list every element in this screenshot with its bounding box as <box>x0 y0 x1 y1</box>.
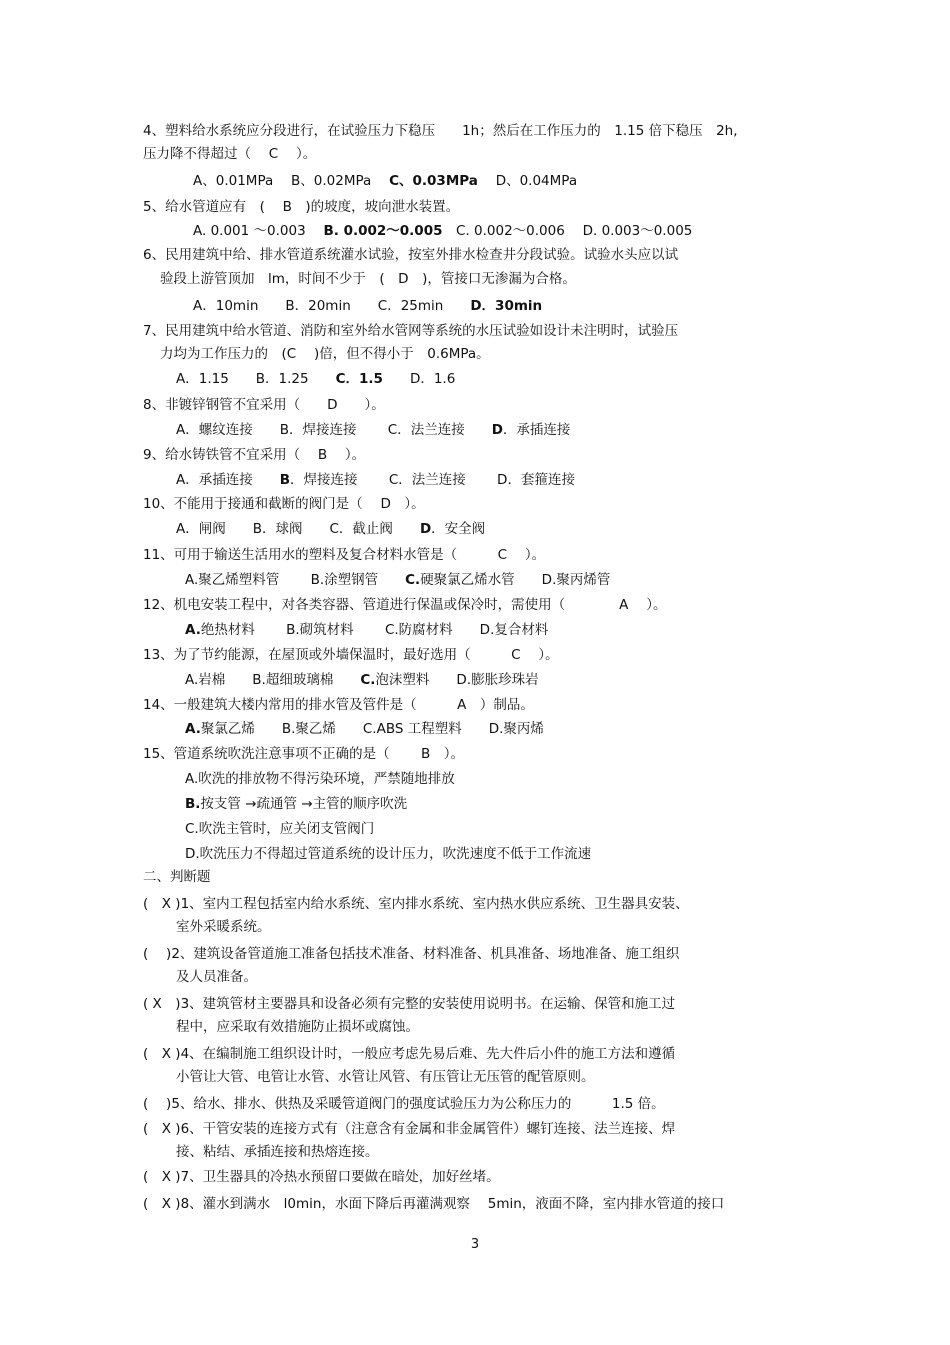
text-segment: 绝热材料 B.砌筑材料 C.防腐材料 D.复合材料 <box>200 622 549 638</box>
answer-highlight: C、0.03MPa <box>389 173 478 189</box>
text-segment: ( X )7、卫生器具的冷热水预留口要做在暗处，加好丝堵。 <box>143 1169 500 1185</box>
text-line <box>176 421 570 439</box>
answer-highlight: D <box>419 521 432 537</box>
text-segment: ( )5、给水、排水、供热及采暖管道阀门的强度试验压力为公称压力的 1.5 倍。 <box>143 1096 665 1112</box>
text-line <box>193 222 692 240</box>
text-segment: 力均为工作压力的 (C )倍，但不得小于 0.6MPa。 <box>160 346 490 362</box>
text-segment: 6、民用建筑中给、排水管道系统灌水试验，按室外排水检查井分段试验。试验水头应以试 <box>143 247 679 263</box>
text-line <box>176 1143 379 1161</box>
text-line <box>143 995 675 1013</box>
text-line <box>143 122 738 140</box>
text-segment: 9、给水铸铁管不宜采用（ B ）。 <box>143 447 366 463</box>
text-segment: 5、给水管道应有 ( B )的坡度，坡向泄水装置。 <box>143 199 460 215</box>
text-line <box>143 546 545 564</box>
text-segment: 7、民用建筑中给水管道、消防和室外给水管网等系统的水压试验如设计未注明时，试验压 <box>143 323 679 339</box>
text-segment: ．焊接连接 C．法兰连接 D．套箍连接 <box>290 472 575 488</box>
text-line <box>143 396 385 414</box>
text-segment: 二、判断题 <box>143 869 211 885</box>
text-line <box>143 745 464 763</box>
text-segment: A．1.15 B．1.25 <box>176 371 336 387</box>
text-segment: 小管让大管、电管让水管、水管让风管、有压管让无压管的配管原则。 <box>176 1069 595 1085</box>
text-segment: 11、可用于输送生活用水的塑料及复合材料水管是（ C ）。 <box>143 547 546 563</box>
text-segment: 泡沫塑料 D.膨胀珍珠岩 <box>375 672 539 688</box>
text-line <box>143 1195 724 1213</box>
answer-highlight: A. <box>185 622 201 638</box>
text-segment: A.吹洗的排放物不得污染环境，严禁随地排放 <box>185 771 455 787</box>
answer-highlight: A. <box>185 721 201 737</box>
text-line <box>143 495 425 513</box>
text-segment: 4、塑料给水系统应分段进行，在试验压力下稳压 1h；然后在工作压力的 1.15 倍下稳压 2h, <box>143 123 738 139</box>
text-segment: 15、管道系统吹洗注意事项不正确的是（ B ）。 <box>143 746 464 762</box>
text-line <box>176 471 575 489</box>
text-line <box>185 571 610 589</box>
text-segment: 硬聚氯乙烯水管 D.聚丙烯管 <box>420 572 611 588</box>
answer-highlight: D．30min <box>470 298 543 314</box>
text-line <box>143 646 559 664</box>
text-line <box>143 945 679 963</box>
text-segment: 验段上游管顶加 lm，时间不少于 ( D )，管接口无渗漏为合格。 <box>160 271 576 287</box>
text-segment: A. 0.001 ～0.003 <box>193 223 324 239</box>
text-line <box>160 270 576 288</box>
answer-highlight: B. 0.002～0.005 <box>323 223 443 239</box>
text-line <box>143 868 211 886</box>
text-line <box>143 1168 500 1186</box>
text-line <box>176 1068 595 1086</box>
text-line <box>143 145 316 163</box>
text-segment: 14、一般建筑大楼内常用的排水管及管件是（ A ）制品。 <box>143 697 534 713</box>
text-segment: ．安全阀 <box>431 521 486 537</box>
text-segment: 接、粘结、承插连接和热熔连接。 <box>176 1144 379 1160</box>
text-line <box>185 820 374 838</box>
text-segment: 12、机电安装工程中，对各类容器、管道进行保温或保冷时，需使用（ A ）。 <box>143 597 667 613</box>
text-line <box>176 520 485 538</box>
text-segment: ( X )8、灌水到满水 l0min，水面下降后再灌满观察 5min，液面不降，室内排水管道的接口 <box>143 1196 725 1212</box>
text-line <box>185 671 539 689</box>
answer-highlight: C. <box>360 672 376 688</box>
answer-highlight: B. <box>185 796 201 812</box>
text-line <box>185 795 407 813</box>
text-segment: D、0.04MPa <box>477 173 578 189</box>
text-segment: A．螺纹连接 B．焊接连接 C．法兰连接 <box>176 422 492 438</box>
text-line <box>176 918 271 936</box>
answer-highlight: D <box>491 422 503 438</box>
text-segment: ( X )3、建筑管材主要器具和设备必须有完整的安装使用说明书。在运输、保管和施工过 <box>143 996 676 1012</box>
text-line <box>143 1095 665 1113</box>
text-segment: ．承插连接 <box>502 422 571 438</box>
text-segment: 室外采暖系统。 <box>176 919 271 935</box>
answer-highlight: C．1.5 <box>335 371 383 387</box>
text-line <box>160 345 490 363</box>
text-line <box>143 895 689 913</box>
text-segment: ( )2、建筑设备管道施工准备包括技术准备、材料准备、机具准备、场地准备、施工组织 <box>143 946 680 962</box>
text-line <box>193 297 542 315</box>
text-segment: A、0.01MPa B、0.02MPa <box>193 173 390 189</box>
answer-highlight: B <box>279 472 291 488</box>
text-segment: 8、非镀锌钢管不宜采用（ D ）。 <box>143 397 385 413</box>
page-number: 3 <box>470 1237 480 1252</box>
text-segment: 聚氯乙烯 B.聚乙烯 C.ABS 工程塑料 D.聚丙烯 <box>200 721 544 737</box>
text-segment: 压力降不得超过（ C ）。 <box>143 146 317 162</box>
text-line <box>143 1045 675 1063</box>
text-segment: A．闸阀 B．球阀 C．截止阀 <box>176 521 420 537</box>
text-segment: 按支管 →疏通管 →主管的顺序吹洗 <box>200 796 408 812</box>
text-segment: A.聚乙烯塑料管 B.涂塑钢管 <box>185 572 406 588</box>
text-segment: C.吹洗主管时，应关闭支管阀门 <box>185 821 375 837</box>
text-segment: ( X )6、干管安装的连接方式有（注意含有金属和非金属管件）螺钉连接、法兰连接、焊 <box>143 1121 676 1137</box>
text-line <box>185 845 591 863</box>
text-line <box>143 322 678 340</box>
text-segment: D．1.6 <box>382 371 456 387</box>
text-segment: A.岩棉 B.超细玻璃棉 <box>185 672 361 688</box>
text-line <box>176 968 257 986</box>
text-segment: 13、为了节约能源，在屋顶或外墙保温时，最好选用（ C ）。 <box>143 647 559 663</box>
text-line <box>185 770 455 788</box>
text-line <box>143 198 459 216</box>
text-line <box>143 596 666 614</box>
text-line <box>143 246 678 264</box>
text-line <box>176 370 455 388</box>
text-line <box>193 172 577 190</box>
text-segment: A．10min B．20min C．25min <box>193 298 471 314</box>
answer-highlight: C. <box>405 572 421 588</box>
text-segment: C. 0.002～0.006 D. 0.003～0.005 <box>442 223 693 239</box>
text-line <box>143 1120 675 1138</box>
text-line <box>143 446 365 464</box>
text-line <box>143 696 534 714</box>
text-segment: 10、不能用于接通和截断的阀门是（ D ）。 <box>143 496 425 512</box>
text-segment: ( X )1、室内工程包括室内给水系统、室内排水系统、室内热水供应系统、卫生器具安装、 <box>143 896 689 912</box>
text-segment: D.吹洗压力不得超过管道系统的设计压力，吹洗速度不低于工作流速 <box>185 846 592 862</box>
text-segment: A．承插连接 <box>176 472 280 488</box>
text-line <box>185 621 548 639</box>
text-segment: ( X )4、在编制施工组织设计时，一般应考虑先易后难、先大件后小件的施工方法和遵循 <box>143 1046 676 1062</box>
text-line <box>176 1018 419 1036</box>
text-segment: 程中，应采取有效措施防止损坏或腐蚀。 <box>176 1019 419 1035</box>
text-segment: 及人员准备。 <box>176 969 257 985</box>
text-line <box>185 720 544 738</box>
